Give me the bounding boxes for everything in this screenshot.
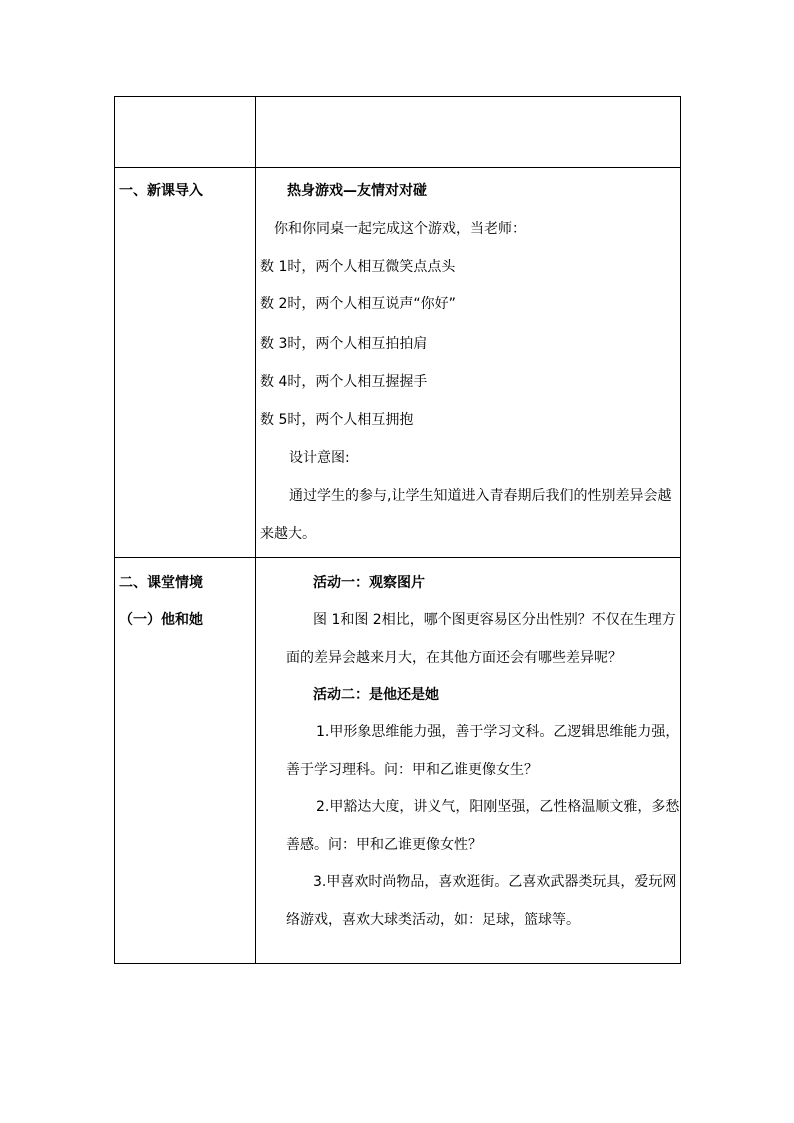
empty-left-cell (115, 97, 256, 168)
count-item-4: 数 4时，两个人相互握握手 (260, 374, 428, 390)
design-intent-line2: 来越大。 (260, 526, 316, 542)
activity2-item3-line2: 络游戏，喜欢大球类活动，如：足球，篮球等。 (286, 912, 580, 928)
lesson-plan-table (114, 96, 681, 964)
count-item-5: 数 5时，两个人相互拥抱 (260, 412, 414, 428)
activity1-title: 活动一：观察图片 (313, 575, 425, 591)
subsection-title: （一）他和她 (119, 612, 203, 628)
empty-right-cell (256, 97, 681, 168)
situation-content-cell (256, 558, 681, 964)
activity2-item1-line1: 1.甲形象思维能力强，善于学习文科。乙逻辑思维能力强， (316, 724, 680, 740)
activity1-line2: 面的差异会越来月大，在其他方面还会有哪些差异呢？ (286, 650, 622, 666)
game-instruction: 你和你同桌一起完成这个游戏，当老师： (274, 221, 526, 237)
count-item-1: 数 1时，两个人相互微笑点点头 (260, 259, 456, 275)
activity2-item1-line2: 善于学习理科。问：甲和乙谁更像女生？ (286, 762, 538, 778)
intro-content-cell (256, 168, 681, 558)
table-row-situation (115, 558, 681, 964)
table-row-empty (115, 97, 681, 168)
situation-label-cell (115, 558, 256, 964)
section-title-intro: 一、新课导入 (119, 183, 203, 199)
design-intent-label: 设计意图: (289, 450, 350, 466)
section-title-situation: 二、课堂情境 (119, 575, 203, 591)
activity2-item2-line1: 2.甲豁达大度，讲义气，阳刚坚强，乙性格温顺文雅，多愁 (316, 799, 680, 815)
count-item-3: 数 3时，两个人相互拍拍肩 (260, 336, 428, 352)
game-title: 热身游戏—友情对对碰 (287, 183, 427, 199)
activity2-item3-line1: 3.甲喜欢时尚物品，喜欢逛街。乙喜欢武器类玩具，爱玩网 (313, 874, 677, 890)
intro-label-cell (115, 168, 256, 558)
count-item-2: 数 2时，两个人相互说声“你好” (260, 296, 456, 312)
table-row-intro (115, 168, 681, 558)
activity1-line1: 图 1和图 2相比，哪个图更容易区分出性别？不仅在生理方 (313, 612, 676, 628)
activity2-item2-line2: 善感。问：甲和乙谁更像女性？ (286, 837, 482, 853)
design-intent-line1: 通过学生的参与,让学生知道进入青春期后我们的性别差异会越 (289, 488, 672, 504)
activity2-title: 活动二：是他还是她 (313, 687, 439, 703)
